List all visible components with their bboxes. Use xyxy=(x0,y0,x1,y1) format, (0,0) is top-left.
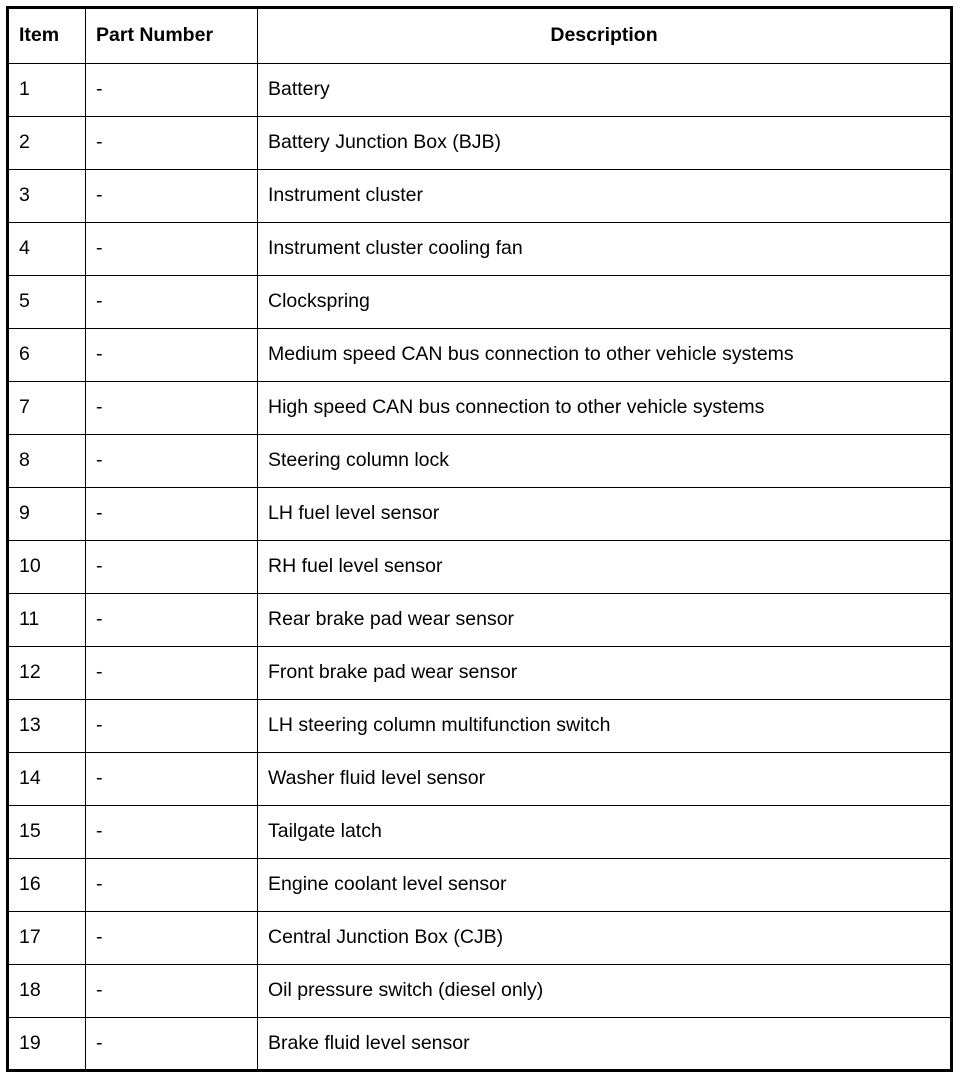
cell-part-number: - xyxy=(86,806,258,859)
cell-part-number: - xyxy=(86,647,258,700)
cell-part-number: - xyxy=(86,912,258,965)
cell-description: Tailgate latch xyxy=(258,806,952,859)
table-row xyxy=(8,329,952,382)
table-header-row xyxy=(8,8,952,64)
table-row xyxy=(8,64,952,117)
table-row xyxy=(8,382,952,435)
cell-part-number: - xyxy=(86,700,258,753)
cell-description: RH fuel level sensor xyxy=(258,541,952,594)
cell-part-number: - xyxy=(86,753,258,806)
cell-part-number: - xyxy=(86,170,258,223)
cell-item: 16 xyxy=(8,859,86,912)
cell-part-number: - xyxy=(86,329,258,382)
cell-item: 14 xyxy=(8,753,86,806)
cell-description: Brake fluid level sensor xyxy=(258,1018,952,1071)
cell-description: Washer fluid level sensor xyxy=(258,753,952,806)
cell-description: Battery Junction Box (BJB) xyxy=(258,117,952,170)
cell-description: Instrument cluster cooling fan xyxy=(258,223,952,276)
cell-description: LH fuel level sensor xyxy=(258,488,952,541)
table-row xyxy=(8,435,952,488)
table-row xyxy=(8,170,952,223)
cell-item: 8 xyxy=(8,435,86,488)
cell-part-number: - xyxy=(86,1018,258,1071)
cell-part-number: - xyxy=(86,965,258,1018)
cell-part-number: - xyxy=(86,594,258,647)
table-row xyxy=(8,594,952,647)
cell-part-number: - xyxy=(86,276,258,329)
cell-item: 5 xyxy=(8,276,86,329)
cell-description: Steering column lock xyxy=(258,435,952,488)
cell-part-number: - xyxy=(86,488,258,541)
table-row xyxy=(8,859,952,912)
cell-item: 11 xyxy=(8,594,86,647)
cell-part-number: - xyxy=(86,859,258,912)
column-header-item: Item xyxy=(8,8,86,64)
cell-description: LH steering column multifunction switch xyxy=(258,700,952,753)
cell-item: 12 xyxy=(8,647,86,700)
cell-description: Central Junction Box (CJB) xyxy=(258,912,952,965)
cell-item: 7 xyxy=(8,382,86,435)
cell-description: Front brake pad wear sensor xyxy=(258,647,952,700)
cell-item: 19 xyxy=(8,1018,86,1071)
table-row xyxy=(8,276,952,329)
table-row xyxy=(8,1018,952,1071)
table-row xyxy=(8,488,952,541)
cell-part-number: - xyxy=(86,117,258,170)
cell-part-number: - xyxy=(86,223,258,276)
cell-part-number: - xyxy=(86,435,258,488)
table-row xyxy=(8,700,952,753)
table-row xyxy=(8,806,952,859)
cell-item: 2 xyxy=(8,117,86,170)
cell-item: 17 xyxy=(8,912,86,965)
cell-item: 13 xyxy=(8,700,86,753)
cell-item: 10 xyxy=(8,541,86,594)
cell-item: 15 xyxy=(8,806,86,859)
table-row xyxy=(8,117,952,170)
column-header-part-number: Part Number xyxy=(86,8,258,64)
cell-description: Engine coolant level sensor xyxy=(258,859,952,912)
cell-description: Oil pressure switch (diesel only) xyxy=(258,965,952,1018)
cell-item: 1 xyxy=(8,64,86,117)
cell-description: Clockspring xyxy=(258,276,952,329)
table-row xyxy=(8,912,952,965)
table-row xyxy=(8,647,952,700)
cell-description: Rear brake pad wear sensor xyxy=(258,594,952,647)
table-row xyxy=(8,753,952,806)
cell-description: Instrument cluster xyxy=(258,170,952,223)
cell-item: 3 xyxy=(8,170,86,223)
cell-description: High speed CAN bus connection to other vehicle systems xyxy=(258,382,952,435)
table-row xyxy=(8,223,952,276)
table-header xyxy=(8,8,952,64)
cell-item: 6 xyxy=(8,329,86,382)
cell-item: 4 xyxy=(8,223,86,276)
cell-description: Medium speed CAN bus connection to other vehicle systems xyxy=(258,329,952,382)
cell-part-number: - xyxy=(86,64,258,117)
cell-part-number: - xyxy=(86,382,258,435)
cell-item: 9 xyxy=(8,488,86,541)
column-header-description: Description xyxy=(258,8,952,64)
table-row xyxy=(8,965,952,1018)
table-body xyxy=(8,64,952,1071)
cell-item: 18 xyxy=(8,965,86,1018)
table-row xyxy=(8,541,952,594)
cell-part-number: - xyxy=(86,541,258,594)
cell-description: Battery xyxy=(258,64,952,117)
parts-legend-table xyxy=(6,6,953,1072)
